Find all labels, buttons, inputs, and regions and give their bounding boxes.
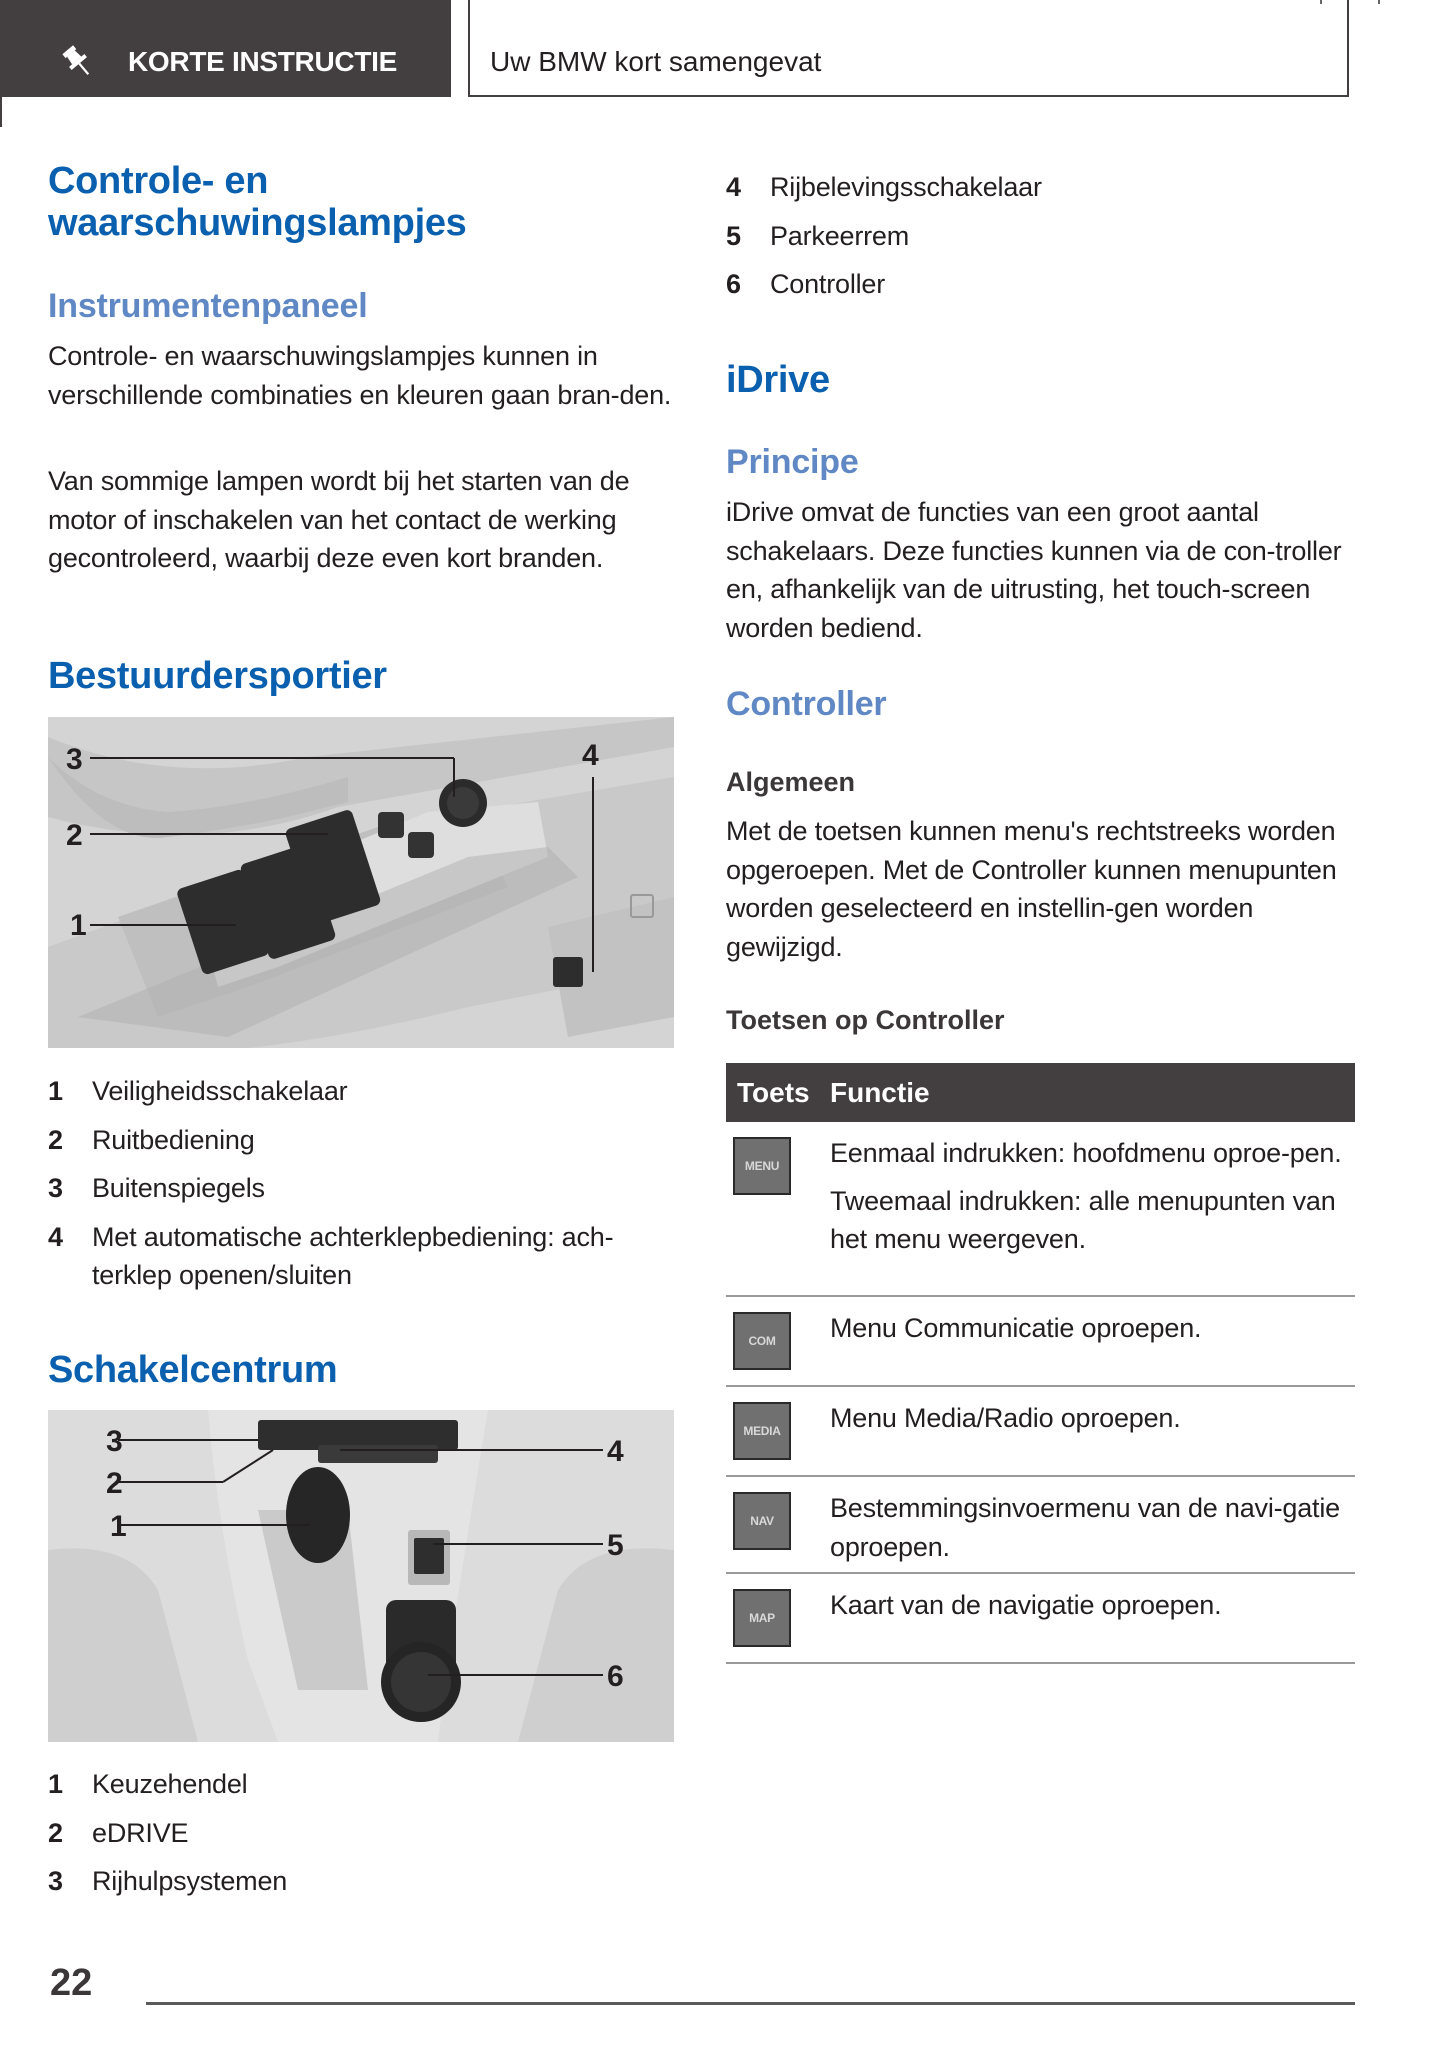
subheading-instrument-panel: Instrumentenpaneel: [48, 287, 368, 325]
paragraph-algemeen: Met de toetsen kunnen menu's rechtstreeks worden opgeroepen. Met de Controller kunnen menupunten worden geselecteerd en instellin-gen worden gewijzigd.: [726, 816, 1337, 962]
heading-warning-lights: Controle- en waarschuwingslampjes: [48, 160, 467, 244]
list-item: [48, 1072, 678, 1111]
nav-button-icon: NAV: [733, 1492, 791, 1550]
paragraph-instrument-2: Van sommige lampen wordt bij het starten van de motor of inschakelen van het contact de werking gecontroleerd, waarbij deze even kort branden.: [48, 466, 630, 573]
console-callout-2: 2: [106, 1467, 123, 1500]
door-callout-4: 4: [582, 739, 599, 772]
section-title: KORTE INSTRUCTIE: [128, 46, 397, 77]
heading-idrive: iDrive: [726, 359, 830, 401]
function-text: Bestemmingsinvoermenu van de navi-gatie oproepen.: [830, 1493, 1340, 1562]
chapter-subtitle: Uw BMW kort samengevat: [490, 46, 822, 77]
list-item: [726, 217, 1356, 256]
function-text: Menu Communicatie oproepen.: [830, 1313, 1202, 1343]
heading-algemeen: Algemeen: [726, 767, 856, 797]
paragraph-principe: iDrive omvat de functies van een groot aantal schakelaars. Deze functies kunnen via de con-troller en, afhankelijk van de uitrusting, het touch-screen worden bediend.: [726, 497, 1342, 643]
item-text: Controller: [770, 269, 886, 299]
subheading-principe: Principe: [726, 443, 859, 481]
console-callout-3: 3: [106, 1425, 123, 1458]
console-callout-6: 6: [607, 1660, 624, 1693]
function-text: Menu Media/Radio oproepen.: [830, 1403, 1181, 1433]
section-tab-edge: [0, 97, 2, 127]
list-item: [48, 1814, 678, 1853]
item-number: 1: [48, 1076, 63, 1106]
function-text: Eenmaal indrukken: hoofdmenu oproe-pen.: [830, 1138, 1342, 1168]
item-number: 2: [48, 1817, 63, 1848]
item-text: Rijhulpsystemen: [92, 1866, 288, 1896]
table-row: [726, 1477, 1355, 1574]
item-number: 4: [48, 1221, 63, 1252]
item-text: Keuzehendel: [92, 1769, 248, 1799]
center-console-legend-b: [726, 168, 1356, 314]
center-console-legend-a: [48, 1765, 678, 1911]
door-callout-3: 3: [66, 743, 83, 776]
table-row: [726, 1297, 1355, 1387]
subheading-controller: Controller: [726, 685, 887, 723]
menu-button-icon: MENU: [733, 1137, 791, 1195]
pushpin-icon: [60, 44, 96, 80]
item-number: 4: [726, 172, 741, 202]
table-header: [726, 1063, 1355, 1122]
list-item: [48, 1862, 678, 1901]
list-item: [48, 1121, 678, 1160]
driver-door-legend: [48, 1072, 678, 1305]
item-text: Rijbelevingsschakelaar: [770, 172, 1042, 202]
item-text: Parkeerrem: [770, 220, 910, 251]
list-item: [726, 265, 1356, 304]
console-callout-5: 5: [607, 1529, 624, 1562]
table-row: [726, 1387, 1355, 1477]
list-item: [48, 1169, 678, 1208]
item-number: 6: [726, 269, 741, 299]
heading-center-console: Schakelcentrum: [48, 1349, 338, 1391]
console-callout-4: 4: [607, 1435, 624, 1468]
center-console-figure: [48, 1410, 674, 1742]
item-text: Buitenspiegels: [92, 1173, 265, 1203]
item-number: 3: [48, 1173, 63, 1203]
footer-rule: [146, 2002, 1355, 2005]
crop-mark: [1378, 0, 1380, 4]
paragraph-instrument-1: Controle- en waarschuwingslampjes kunnen in verschillende combinaties en kleuren gaan bran-den.: [48, 341, 672, 410]
crop-mark: [1320, 0, 1322, 4]
list-item: [48, 1765, 678, 1804]
column-header-function: Functie: [830, 1076, 930, 1108]
column-header-key: Toets: [737, 1076, 810, 1108]
controller-buttons-table: [726, 1063, 1355, 1664]
table-row: [726, 1122, 1355, 1297]
heading-controller-buttons: Toetsen op Controller: [726, 1005, 1005, 1035]
table-row: [726, 1574, 1355, 1664]
map-button-icon: MAP: [733, 1589, 791, 1647]
item-number: 1: [48, 1769, 63, 1799]
item-number: 2: [48, 1124, 63, 1155]
item-text: Veiligheidsschakelaar: [92, 1076, 348, 1106]
function-text: Tweemaal indrukken: alle menupunten van het menu weergeven.: [830, 1185, 1336, 1254]
door-callout-2: 2: [66, 819, 83, 852]
driver-door-figure: [48, 717, 674, 1048]
item-text: Met automatische achterklepbediening: ach-terklep openen/sluiten: [92, 1221, 614, 1290]
list-item: [726, 168, 1356, 207]
item-text: eDRIVE: [92, 1817, 189, 1848]
console-callout-1: 1: [110, 1510, 127, 1543]
heading-driver-door: Bestuurdersportier: [48, 655, 387, 697]
media-button-icon: MEDIA: [733, 1402, 791, 1460]
item-number: 5: [726, 220, 741, 251]
list-item: [48, 1218, 678, 1295]
door-callout-1: 1: [70, 909, 87, 942]
page-number: 22: [50, 1962, 93, 2004]
function-text: Kaart van de navigatie oproepen.: [830, 1590, 1222, 1620]
item-number: 3: [48, 1866, 63, 1896]
com-button-icon: COM: [733, 1312, 791, 1370]
item-text: Ruitbediening: [92, 1124, 255, 1155]
